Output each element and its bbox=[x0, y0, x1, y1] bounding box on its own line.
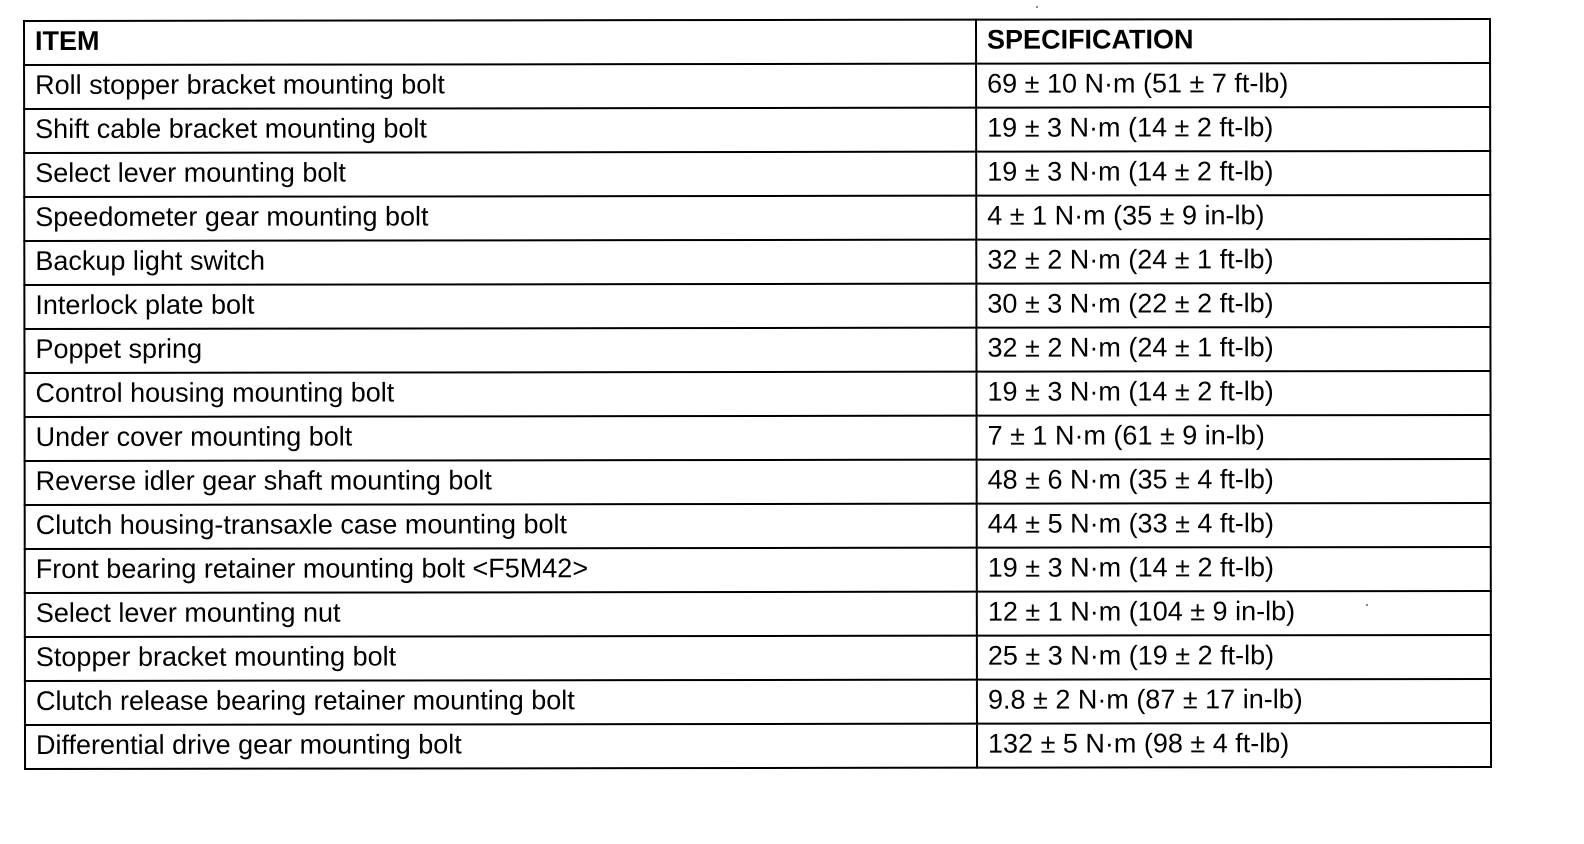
table-row bbox=[25, 723, 1491, 769]
specification-cell: 19 ± 3 N·m (14 ± 2 ft-lb) bbox=[976, 151, 1490, 196]
table-row bbox=[24, 151, 1490, 197]
item-cell: Clutch housing-transaxle case mounting bolt bbox=[25, 504, 977, 549]
table-row bbox=[25, 635, 1491, 681]
item-cell: Poppet spring bbox=[24, 328, 976, 373]
specification-cell: 48 ± 6 N·m (35 ± 4 ft-lb) bbox=[977, 459, 1491, 504]
specification-cell: 32 ± 2 N·m (24 ± 1 ft-lb) bbox=[976, 327, 1490, 372]
item-cell: Interlock plate bolt bbox=[24, 284, 976, 329]
item-cell: Backup light switch bbox=[24, 240, 976, 285]
specification-cell: 132 ± 5 N·m (98 ± 4 ft-lb) bbox=[977, 723, 1491, 768]
table-row bbox=[24, 371, 1490, 417]
table-row bbox=[24, 63, 1490, 109]
item-cell: Speedometer gear mounting bolt bbox=[24, 196, 976, 241]
item-cell: Select lever mounting nut bbox=[25, 592, 977, 637]
specification-cell: 9.8 ± 2 N·m (87 ± 17 in-lb) bbox=[977, 679, 1491, 724]
table-row bbox=[25, 679, 1491, 725]
item-column-header: ITEM bbox=[24, 20, 976, 65]
table-row bbox=[24, 239, 1490, 285]
item-cell: Shift cable bracket mounting bolt bbox=[24, 108, 976, 153]
item-cell: Reverse idler gear shaft mounting bolt bbox=[25, 460, 977, 505]
item-cell: Clutch release bearing retainer mounting bolt bbox=[25, 680, 977, 725]
specification-cell: 30 ± 3 N·m (22 ± 2 ft-lb) bbox=[976, 283, 1490, 328]
specification-column-header: SPECIFICATION bbox=[976, 19, 1490, 64]
table-row bbox=[24, 327, 1490, 373]
scan-speck bbox=[1366, 604, 1368, 606]
specification-cell: 25 ± 3 N·m (19 ± 2 ft-lb) bbox=[977, 635, 1491, 680]
scan-speck bbox=[1036, 6, 1038, 8]
specification-cell: 4 ± 1 N·m (35 ± 9 in-lb) bbox=[976, 195, 1490, 240]
specification-cell: 19 ± 3 N·m (14 ± 2 ft-lb) bbox=[976, 107, 1490, 152]
specification-cell: 32 ± 2 N·m (24 ± 1 ft-lb) bbox=[976, 239, 1490, 284]
specification-cell: 12 ± 1 N·m (104 ± 9 in-lb) bbox=[977, 591, 1491, 636]
item-cell: Control housing mounting bolt bbox=[24, 372, 976, 417]
table-row bbox=[25, 547, 1491, 593]
table-row bbox=[24, 195, 1490, 241]
item-cell: Front bearing retainer mounting bolt <F5M42> bbox=[25, 548, 977, 593]
torque-specification-table bbox=[23, 18, 1492, 770]
table-row bbox=[25, 459, 1491, 505]
item-cell: Select lever mounting bolt bbox=[24, 152, 976, 197]
table-header-row bbox=[24, 19, 1490, 65]
specification-cell: 69 ± 10 N·m (51 ± 7 ft-lb) bbox=[976, 63, 1490, 108]
item-cell: Under cover mounting bolt bbox=[25, 416, 977, 461]
specification-cell: 44 ± 5 N·m (33 ± 4 ft-lb) bbox=[977, 503, 1491, 548]
table-row bbox=[25, 415, 1491, 461]
table-row bbox=[25, 591, 1491, 637]
specification-cell: 19 ± 3 N·m (14 ± 2 ft-lb) bbox=[976, 371, 1490, 416]
table-row bbox=[25, 503, 1491, 549]
item-cell: Differential drive gear mounting bolt bbox=[25, 724, 977, 769]
specification-cell: 19 ± 3 N·m (14 ± 2 ft-lb) bbox=[977, 547, 1491, 592]
table-row bbox=[24, 283, 1490, 329]
item-cell: Roll stopper bracket mounting bolt bbox=[24, 64, 976, 109]
item-cell: Stopper bracket mounting bolt bbox=[25, 636, 977, 681]
table-row bbox=[24, 107, 1490, 153]
specification-cell: 7 ± 1 N·m (61 ± 9 in-lb) bbox=[977, 415, 1491, 460]
